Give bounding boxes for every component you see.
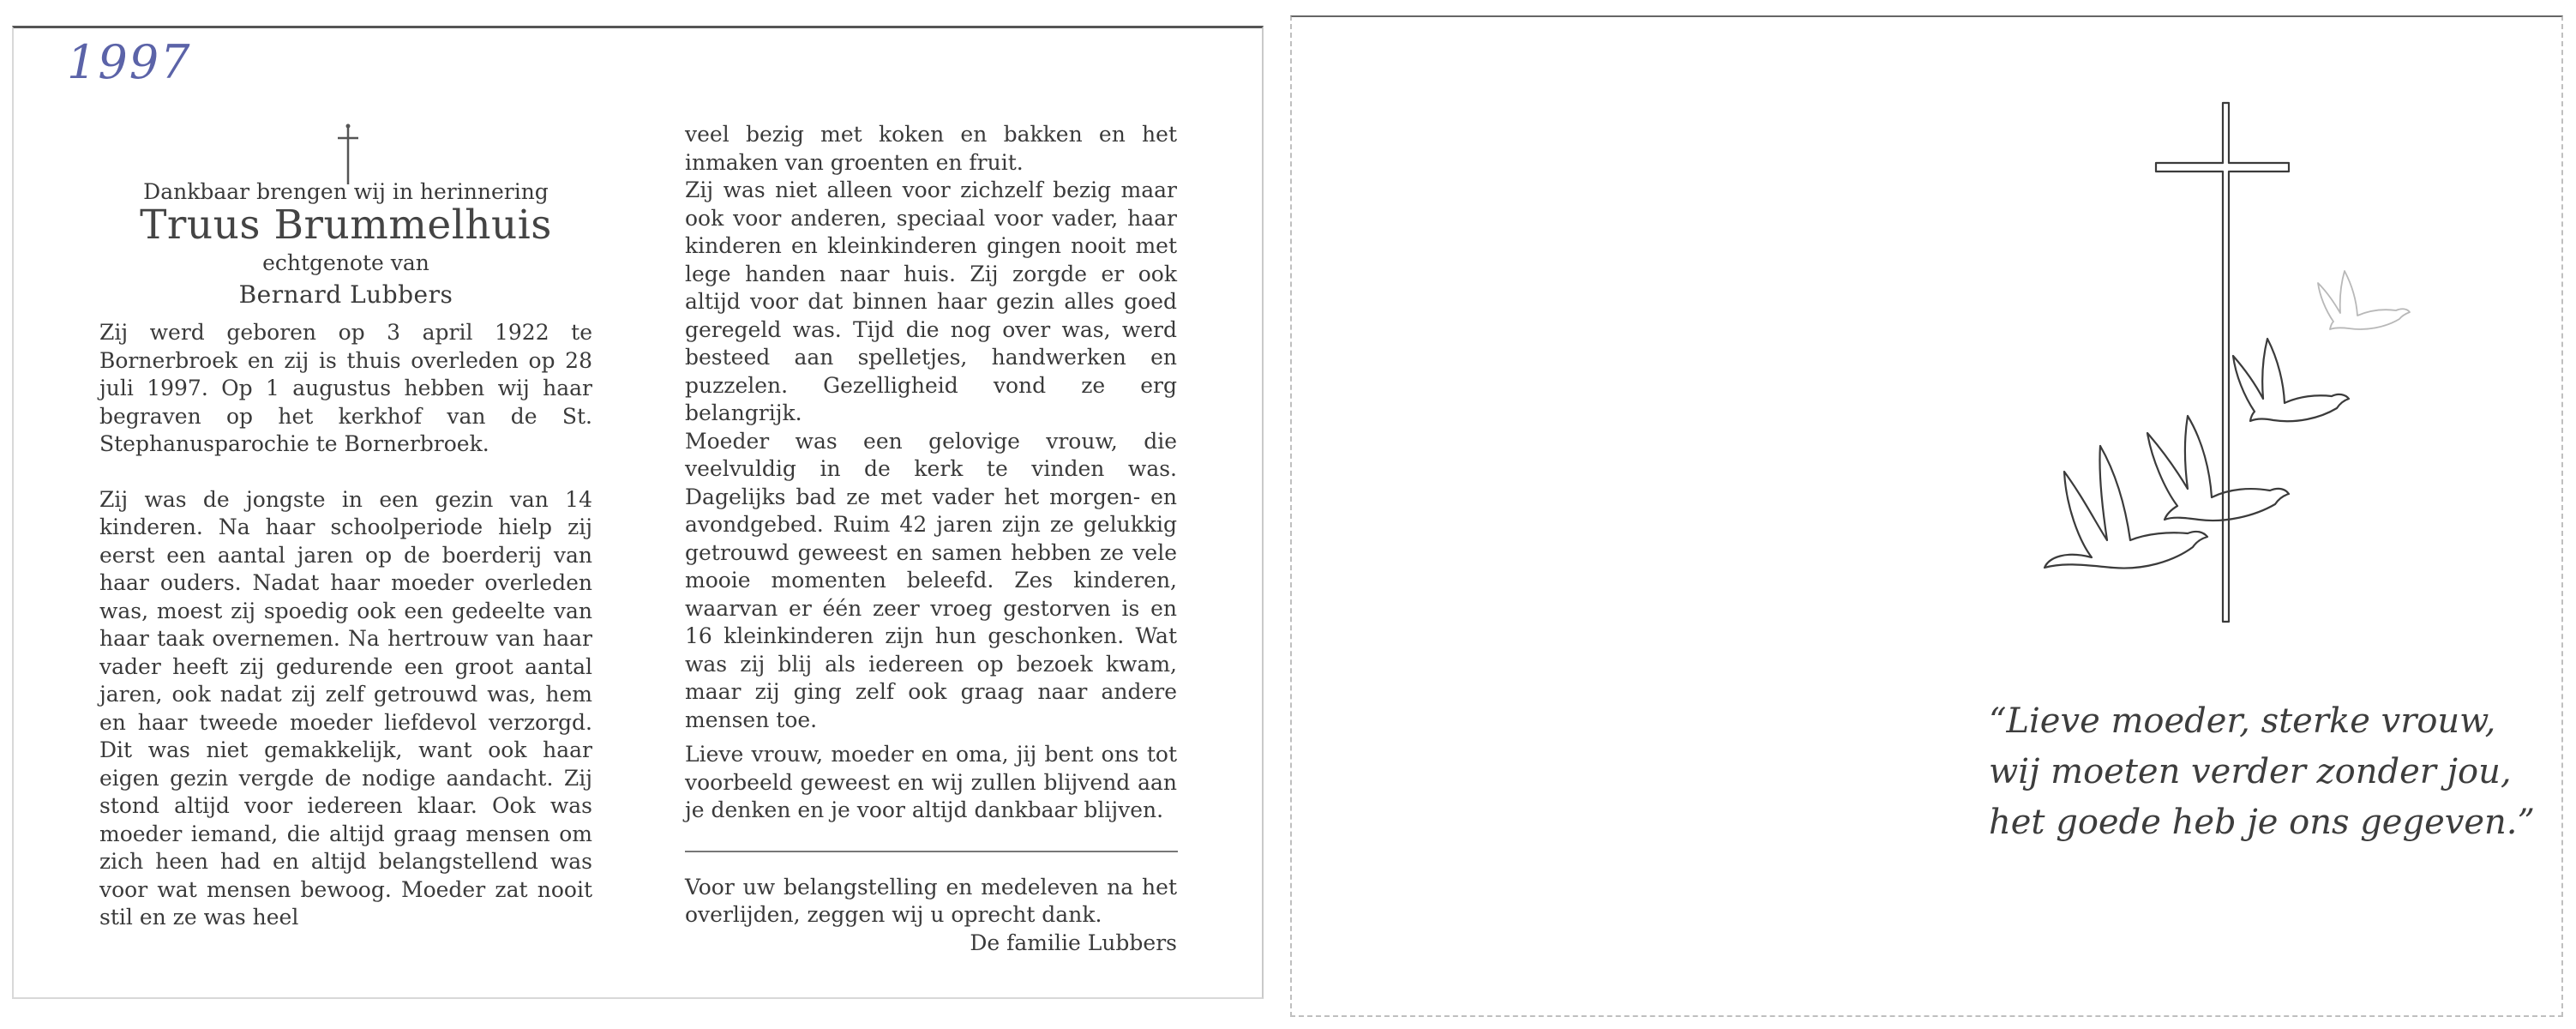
right-text-column [685, 121, 1177, 957]
spouse-label: echtgenote van [262, 250, 429, 275]
left-text-column [99, 178, 592, 932]
care-paragraph: Zij was niet alleen voor zichzelf bezig maar ook voor anderen, speciaal voor vader, haar kinderen en kleinkinderen gingen nooit met lege handen naar huis. Zij zorgde er ook altijd voor dat binnen haar gezin alles goed geregeld was. Tijd die nog over was, werd besteed aan spelletjes, handwerken en puzzelen. Gezelligheid vond ze erg belangrijk. [685, 178, 1177, 425]
quote-line-1: “Lieve moeder, sterke vrouw, [1989, 701, 2496, 741]
cross-icon [331, 123, 365, 187]
faith-paragraph: Moeder was een gelovige vrouw, die veelvuldig in de kerk te vinden was. Dagelijks bad ze met vader het morgen- en avondgebed. Ruim 42 jaren zijn ze gelukkig getrouwd geweest en samen hebben ze vele mooie momenten beleefd. Zes kinderen, waarvan er één zeer vroeg gestorven is en 16 kleinkinderen zijn hun geschonken. Wat was zij blij als iedereen op bezoek kwam, maar zij ging zelf ook graag naar andere mensen toe. [685, 428, 1177, 732]
divider-line [685, 851, 1178, 852]
quote-line-3: het goede heb je ons gegeven.” [1989, 803, 2535, 842]
handwritten-year-note: 1997 [67, 35, 192, 89]
intro-line: Dankbaar brengen wij in herinnering [143, 179, 549, 204]
life-story-paragraph: Zij was de jongste in een gezin van 14 kinderen. Na haar schoolperiode hielp zij eerst een aantal jaren op de boerderij van haar ouders. Nadat haar moeder overleden was, moest zij spoedig ook een gedeelte van haar taak overnemen. Na hertrouw van haar vader heeft zij gedurende een groot aantal jaren, ook nadat zij zelf getrouwd was, hem en haar tweede moeder liefdevol verzorgd. Dit was niet gemakkelijk, want ook haar eigen gezin vergde de nodige aandacht. Zij stond altijd voor iedereen klaar. Ook was moeder iemand, die altijd graag mensen om zich heen had en altijd belangstellend was voor wat mensen bewoog. Moeder zat nooit stil en ze was heel [99, 486, 592, 930]
cross-with-doves-illustration [1997, 94, 2477, 643]
farewell-paragraph: Lieve vrouw, moeder en oma, jij bent ons tot voorbeeld geweest en wij zullen blijvend aan je denken en je voor altijd dankbaar blijven. [685, 742, 1177, 822]
deceased-name: Truus Brummelhuis [140, 201, 552, 249]
continued-paragraph: veel bezig met koken en bakken en het inmaken van groenten en fruit. [685, 122, 1177, 175]
family-signature: De familie Lubbers [970, 930, 1177, 955]
spouse-name: Bernard Lubbers [238, 280, 453, 309]
card-inner-page [12, 26, 1264, 999]
quote-line-2: wij moeten verder zonder jou, [1989, 752, 2512, 791]
memorial-quote [1989, 696, 2535, 848]
thanks-paragraph: Voor uw belangstelling en medeleven na het overlijden, zeggen wij u oprecht dank. [685, 874, 1177, 927]
birth-death-paragraph: Zij werd geboren op 3 april 1922 te Bornerbroek en zij is thuis overleden op 28 juli 1997. Op 1 augustus hebben wij haar begraven op het kerkhof van de St. Stephanusparochie te Bornerbroek. [99, 320, 592, 456]
